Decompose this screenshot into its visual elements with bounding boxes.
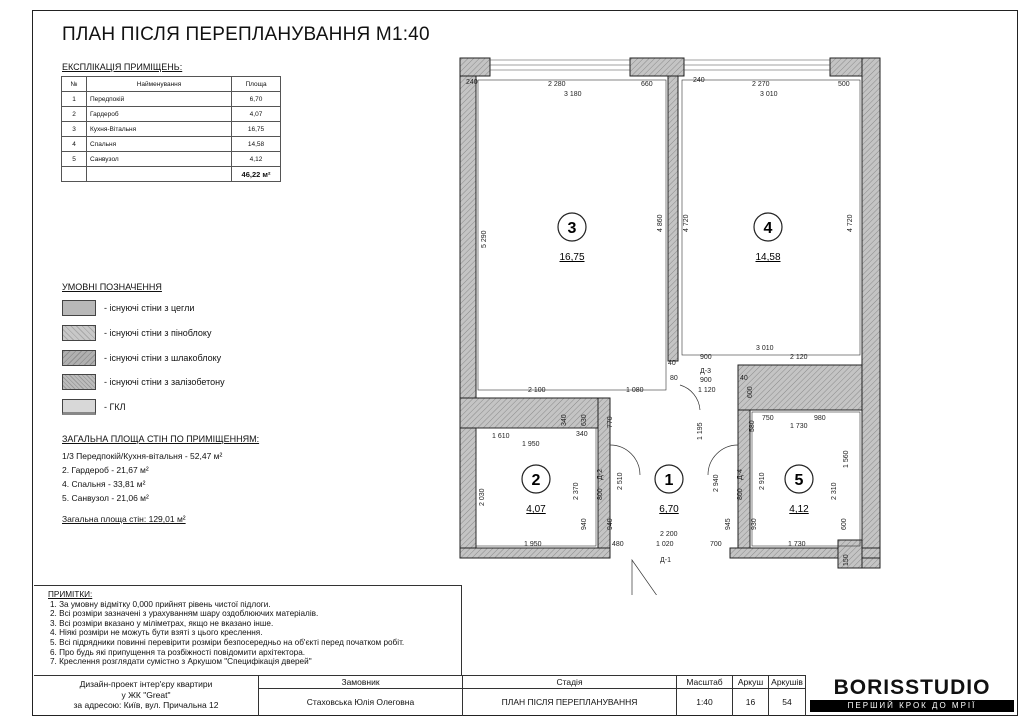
scale-cell (676, 675, 732, 716)
explication-table (61, 76, 281, 182)
room-number: 2 (531, 472, 541, 489)
legend-label: - існуючі стіни з шлакоблоку (104, 353, 222, 363)
dim-label: 240 (466, 79, 478, 86)
col-area: Площа (232, 77, 281, 92)
note-item: 5. Всі підрядники повинні перевірити розміри безпосередньо на об'єкті перед початком робіт. (50, 637, 405, 647)
dim-label: 1 120 (698, 387, 716, 394)
dim-label: 4 720 (683, 214, 690, 232)
col-name: Найменування (87, 77, 232, 92)
dim-label: 630 (581, 414, 588, 426)
dim-label: 750 (762, 415, 774, 422)
dim-label: 2 120 (790, 354, 808, 361)
wall-corner (838, 540, 862, 568)
dim-label: 940 (607, 518, 614, 530)
project-line: у ЖК "Great" (121, 689, 171, 700)
walls-total: Загальна площа стін: 129,01 м² (62, 514, 186, 524)
dim-label: 500 (838, 81, 850, 88)
dim-label: 1 020 (656, 541, 674, 548)
table-row (62, 152, 281, 167)
note-item: 1. За умовну відмітку 0,000 прийнят рівень чистої підлоги. (50, 599, 271, 609)
cell: 2 (62, 107, 87, 122)
dim-label: Д-3 (700, 368, 711, 375)
dim-label: 1 080 (626, 387, 644, 394)
dim-label: 1 610 (492, 433, 510, 440)
room-number: 4 (763, 220, 773, 237)
scale-value: 1:40 (696, 697, 713, 707)
scale-header: Масштаб (677, 676, 732, 689)
customer-value: Стаховська Юлія Олеговна (306, 697, 415, 707)
dim-label: 900 (700, 354, 712, 361)
table-row (62, 92, 281, 107)
table-row (62, 137, 281, 152)
door-d3 (680, 385, 700, 410)
sheet-cell (732, 675, 768, 716)
cell: Кухня-Вітальня (87, 122, 232, 137)
cell: 4,07 (232, 107, 281, 122)
cell: 14,58 (232, 137, 281, 152)
cell: 4 (62, 137, 87, 152)
legend-swatch-cinder-block (62, 350, 96, 366)
dim-label: 600 (747, 386, 754, 398)
note-item: 2. Всі розміри зазначені з урахуванням шару оздоблюючих матеріалів. (50, 609, 319, 619)
door-d4 (708, 445, 738, 475)
dim-label: 2 940 (713, 474, 720, 492)
cell: 16,75 (232, 122, 281, 137)
dim-label: 480 (612, 541, 624, 548)
legend-label: - ГКЛ (104, 402, 126, 412)
wall-partition (668, 76, 678, 361)
dim-label: 2 100 (528, 387, 546, 394)
dim-label: 800 (597, 488, 604, 500)
dim-label: 1 730 (788, 541, 806, 548)
dim-label: 40 (740, 375, 748, 382)
stage-header: Стадія (463, 676, 676, 689)
note-item: 3. Всі розміри вказано у міліметрах, якщо не вказано інше. (50, 618, 274, 628)
room-area: 14,58 (755, 252, 781, 263)
cell (87, 167, 232, 182)
room-number: 5 (794, 472, 804, 489)
wall-top-left (460, 58, 490, 76)
legend-label: - існуючі стіни з піноблоку (104, 328, 212, 338)
customer-cell (258, 675, 462, 716)
dim-label: 340 (576, 431, 588, 438)
stage-value: ПЛАН ПІСЛЯ ПЕРЕПЛАНУВАННЯ (501, 697, 638, 707)
dim-label: 3 010 (760, 91, 778, 98)
project-line: Дизайн-проект інтер'єру квартири (79, 679, 213, 689)
walls-heading: ЗАГАЛЬНА ПЛОЩА СТІН ПО ПРИМІЩЕННЯМ: (62, 434, 260, 444)
dim-label: 770 (607, 416, 614, 428)
legend-swatch-concrete (62, 374, 96, 390)
dim-label: 150 (843, 554, 850, 566)
wall-bath-top (738, 365, 862, 410)
dim-label: 1 950 (522, 441, 540, 448)
wall-left (460, 58, 476, 558)
cell: 1 (62, 92, 87, 107)
studio-logo (806, 676, 1018, 716)
sheets-value: 54 (782, 697, 792, 707)
cell: 4,12 (232, 152, 281, 167)
dim-label: 40 (668, 360, 676, 367)
wall-bottom-left (460, 548, 610, 558)
cell: Спальня (87, 137, 232, 152)
room-area: 16,75 (559, 252, 585, 263)
dim-label: 1 950 (524, 541, 542, 548)
table-total-row (62, 167, 281, 182)
table-header-row (62, 77, 281, 92)
project-info (34, 675, 258, 716)
dim-label: 240 (693, 77, 705, 84)
dim-label: 900 (700, 377, 712, 384)
dim-label: 930 (751, 518, 758, 530)
walls-line: 1/3 Передпокій/Кухня-вітальня - 52,47 м² (62, 451, 223, 461)
room-number: 3 (567, 220, 577, 237)
dim-label: 1 730 (790, 423, 808, 430)
legend-heading: УМОВНІ ПОЗНАЧЕННЯ (62, 282, 162, 292)
table-row (62, 107, 281, 122)
notes-heading: ПРИМІТКИ: (48, 590, 93, 599)
sheets-cell (768, 675, 806, 716)
total-area: 46,22 м² (232, 167, 281, 182)
dim-label: 660 (641, 81, 653, 88)
col-number: № (62, 77, 87, 92)
wall-wardrobe-top (460, 398, 600, 428)
wall-top-mid (630, 58, 684, 76)
cell: 3 (62, 122, 87, 137)
project-line: за адресою: Київ, вул. Причальна 12 (73, 700, 219, 710)
dim-label: 2 510 (617, 472, 624, 490)
legend-swatch-foam-block (62, 325, 96, 341)
dim-label: Д-4 (737, 469, 744, 480)
dim-label: Д-2 (597, 469, 604, 480)
dim-label: 4 720 (847, 214, 854, 232)
cell: 5 (62, 152, 87, 167)
legend-label: - існуючі стіни з цегли (104, 303, 195, 313)
cell: 6,70 (232, 92, 281, 107)
note-item: 4. Ніякі розміри не можуть бути взяті з цього креслення. (50, 628, 263, 638)
dim-label: 580 (749, 420, 756, 432)
room-number: 1 (664, 472, 674, 489)
dim-label: 2 910 (759, 472, 766, 490)
notes-block (34, 585, 462, 675)
room-area: 4,07 (526, 504, 546, 515)
dim-label: 600 (841, 518, 848, 530)
legend-label: - існуючі стіни з залізобетону (104, 377, 225, 387)
dim-label: 80 (670, 375, 678, 382)
logo-tagline: ПЕРШИЙ КРОК ДО МРІЇ (810, 700, 1014, 712)
legend-swatch-gkl (62, 399, 96, 415)
dim-label: 2 030 (479, 488, 486, 506)
dim-label: 940 (581, 518, 588, 530)
room-area: 4,12 (789, 504, 809, 515)
legend-swatch-brick (62, 300, 96, 316)
sheet-value: 16 (745, 697, 756, 707)
stage-cell (462, 675, 676, 716)
walls-line: 4. Спальня - 33,81 м² (62, 479, 146, 489)
customer-header: Замовник (259, 676, 462, 689)
dim-label: 980 (814, 415, 826, 422)
explication-heading: ЕКСПЛІКАЦІЯ ПРИМІЩЕНЬ: (62, 62, 183, 72)
dim-label: 2 200 (660, 531, 678, 538)
note-item: 6. Про будь які припущення та розбіжності повідомити архітектора. (50, 647, 306, 657)
cell: Передпокій (87, 92, 232, 107)
door-d1 (632, 560, 660, 595)
wall-right (862, 58, 880, 568)
page-title: ПЛАН ПІСЛЯ ПЕРЕПЛАНУВАННЯ М1:40 (62, 24, 430, 45)
sheets-header: Аркушів (769, 676, 805, 689)
floor-plan (440, 55, 910, 595)
dim-label: 2 270 (752, 81, 770, 88)
dim-label: 2 370 (573, 482, 580, 500)
dim-label: 4 860 (657, 214, 664, 232)
table-row (62, 122, 281, 137)
dim-label: 5 290 (481, 230, 488, 248)
walls-line: 2. Гардероб - 21,67 м² (62, 465, 149, 475)
dim-label: 3 180 (564, 91, 582, 98)
dim-label: 800 (737, 488, 744, 500)
sheet-header: Аркуш (733, 676, 768, 689)
dim-label: 1 195 (697, 422, 704, 440)
dim-label: Д-1 (660, 557, 671, 564)
cell: Санвузол (87, 152, 232, 167)
dim-label: 3 010 (756, 345, 774, 352)
dim-label: 2 280 (548, 81, 566, 88)
room-area: 6,70 (659, 504, 679, 515)
walls-line: 5. Санвузол - 21,06 м² (62, 493, 149, 503)
dim-label: 945 (725, 518, 732, 530)
dim-label: 700 (710, 541, 722, 548)
dim-label: 2 310 (831, 482, 838, 500)
logo-text: BORISSTUDIO (833, 676, 991, 699)
dim-label: 340 (561, 414, 568, 426)
dim-label: 1 560 (843, 450, 850, 468)
cell (62, 167, 87, 182)
door-d2 (610, 445, 640, 475)
note-item: 7. Креслення розглядати сумістно з Аркушом "Специфікація дверей" (50, 657, 312, 667)
cell: Гардероб (87, 107, 232, 122)
